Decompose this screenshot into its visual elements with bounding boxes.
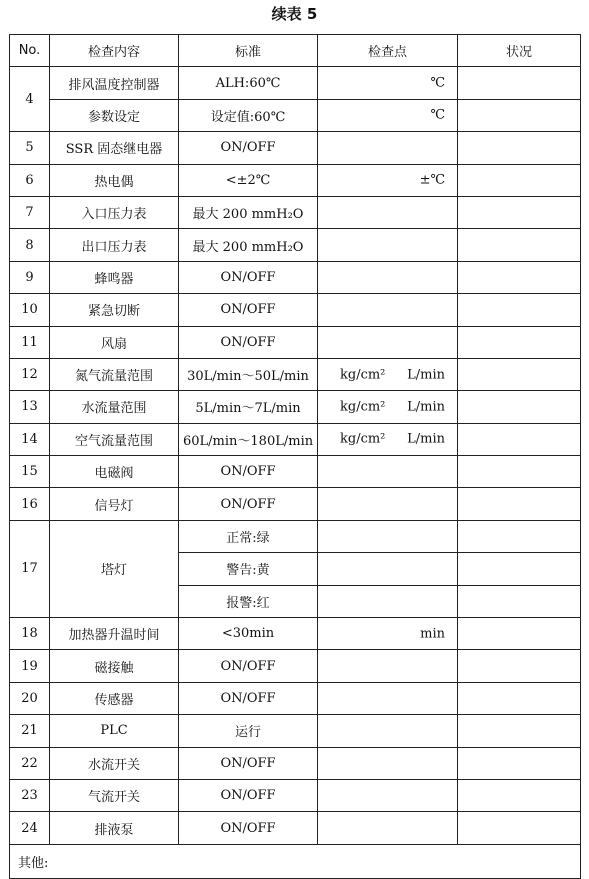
row-standard: ON/OFF [179,488,318,520]
table-row [10,326,581,358]
row-checkpoint[interactable] [318,294,458,326]
row-standard: ON/OFF [179,650,318,682]
row-status[interactable] [458,520,581,552]
row-item: 水流开关 [50,747,179,779]
table-row [10,164,581,196]
row-no: 17 [10,520,50,617]
table-row [10,229,581,261]
header-no: No. [10,35,50,67]
row-checkpoint[interactable] [318,553,458,585]
row-standard: 最大 200 mmH₂O [179,196,318,228]
row-no: 12 [10,358,50,390]
table-row [10,358,581,390]
row-standard: 设定值:60℃ [179,99,318,131]
row-standard: ON/OFF [179,326,318,358]
header-item: 检查内容 [50,35,179,67]
table-row [10,294,581,326]
row-item: 入口压力表 [50,196,179,228]
checkpoint-flow-unit: L/min [407,367,445,383]
row-item: 空气流量范围 [50,423,179,455]
row-checkpoint[interactable] [318,650,458,682]
table-row [10,67,581,99]
row-status[interactable] [458,650,581,682]
row-checkpoint[interactable] [318,520,458,552]
row-status[interactable] [458,423,581,455]
row-item: 加热器升温时间 [50,618,179,650]
row-no: 5 [10,132,50,164]
table-row [10,99,581,131]
checkpoint-pressure-unit: kg/cm² [340,399,386,415]
row-status[interactable] [458,812,581,844]
row-status[interactable] [458,553,581,585]
row-checkpoint[interactable] [318,229,458,261]
row-no: 23 [10,779,50,811]
checkpoint-unit: min [420,626,445,642]
checkpoint-pressure-unit: kg/cm² [340,367,386,383]
row-item: SSR 固态继电器 [50,132,179,164]
row-standard: 警告:黄 [179,553,318,585]
row-checkpoint[interactable] [318,488,458,520]
row-no: 9 [10,261,50,293]
row-status[interactable] [458,261,581,293]
row-checkpoint[interactable] [318,358,458,390]
row-item: 氮气流量范围 [50,358,179,390]
row-no: 21 [10,715,50,747]
row-checkpoint[interactable] [318,164,458,196]
row-item: 信号灯 [50,488,179,520]
other-notes-field[interactable] [10,844,581,878]
row-status[interactable] [458,294,581,326]
checkpoint-unit: ±℃ [419,172,445,188]
row-checkpoint[interactable] [318,423,458,455]
other-label: 其他: [18,855,49,871]
row-item: 塔灯 [50,520,179,617]
row-item: 传感器 [50,682,179,714]
table-row [10,196,581,228]
table-title: 续表 5 [271,5,318,23]
row-status[interactable] [458,67,581,99]
row-status[interactable] [458,132,581,164]
row-item: 排液泵 [50,812,179,844]
row-no: 14 [10,423,50,455]
row-no: 19 [10,650,50,682]
row-status[interactable] [458,164,581,196]
row-item: 磁接触 [50,650,179,682]
row-item: 蜂鸣器 [50,261,179,293]
table-row [10,488,581,520]
row-status[interactable] [458,488,581,520]
row-checkpoint[interactable] [318,391,458,423]
table-row [10,520,581,552]
row-standard: 报警:红 [179,585,318,617]
row-checkpoint[interactable] [318,196,458,228]
row-no: 18 [10,618,50,650]
row-standard: ON/OFF [179,294,318,326]
table-row [10,650,581,682]
row-status[interactable] [458,585,581,617]
row-no: 20 [10,682,50,714]
row-standard: ALH:60℃ [179,67,318,99]
row-checkpoint[interactable] [318,682,458,714]
row-status[interactable] [458,618,581,650]
row-item: 紧急切断 [50,294,179,326]
row-item: 热电偶 [50,164,179,196]
table-row [10,132,581,164]
row-checkpoint[interactable] [318,261,458,293]
row-no: 13 [10,391,50,423]
row-standard: 60L/min～180L/min [179,423,318,455]
table-row [10,812,581,844]
table-row [10,779,581,811]
row-status[interactable] [458,196,581,228]
row-standard: ON/OFF [179,812,318,844]
row-checkpoint[interactable] [318,67,458,99]
row-no: 22 [10,747,50,779]
row-no: 15 [10,456,50,488]
row-item: PLC [50,715,179,747]
row-standard: <±2℃ [179,164,318,196]
row-item: 排风温度控制器 [50,67,179,99]
row-status[interactable] [458,229,581,261]
table-row [10,456,581,488]
checkpoint-unit: ℃ [430,107,445,123]
row-status[interactable] [458,358,581,390]
row-standard: 30L/min～50L/min [179,358,318,390]
row-no: 8 [10,229,50,261]
row-no: 6 [10,164,50,196]
row-status[interactable] [458,99,581,131]
row-no: 10 [10,294,50,326]
header-checkpoint: 检查点 [318,35,458,67]
row-status[interactable] [458,391,581,423]
checkpoint-pressure-unit: kg/cm² [340,431,386,447]
row-status[interactable] [458,456,581,488]
table-row [10,391,581,423]
row-no: 16 [10,488,50,520]
row-standard: ON/OFF [179,779,318,811]
row-no: 7 [10,196,50,228]
row-checkpoint[interactable] [318,779,458,811]
table-row [10,682,581,714]
row-standard: 5L/min～7L/min [179,391,318,423]
row-no: 24 [10,812,50,844]
row-item: 出口压力表 [50,229,179,261]
table-row [10,715,581,747]
row-checkpoint[interactable] [318,99,458,131]
row-checkpoint[interactable] [318,132,458,164]
checkpoint-unit: ℃ [430,75,445,91]
row-standard: ON/OFF [179,682,318,714]
header-row [10,35,581,67]
row-checkpoint[interactable] [318,747,458,779]
header-standard: 标准 [179,35,318,67]
table-row [10,747,581,779]
header-status: 状况 [458,35,581,67]
row-item: 电磁阀 [50,456,179,488]
row-standard: 正常:绿 [179,520,318,552]
other-row [10,844,581,878]
row-checkpoint[interactable] [318,456,458,488]
row-status[interactable] [458,682,581,714]
row-item: 气流开关 [50,779,179,811]
table-row [10,261,581,293]
checkpoint-flow-unit: L/min [407,431,445,447]
inspection-table [9,34,581,879]
row-standard: ON/OFF [179,456,318,488]
row-status[interactable] [458,715,581,747]
checkpoint-flow-unit: L/min [407,399,445,415]
row-standard: <30min [179,618,318,650]
row-status[interactable] [458,747,581,779]
row-standard: 最大 200 mmH₂O [179,229,318,261]
row-standard: 运行 [179,715,318,747]
row-checkpoint[interactable] [318,618,458,650]
row-item: 水流量范围 [50,391,179,423]
row-no: 4 [10,67,50,132]
row-checkpoint[interactable] [318,715,458,747]
table-row [10,618,581,650]
table-row [10,423,581,455]
row-standard: ON/OFF [179,132,318,164]
row-no: 11 [10,326,50,358]
row-standard: ON/OFF [179,747,318,779]
row-status[interactable] [458,326,581,358]
row-standard: ON/OFF [179,261,318,293]
row-item: 风扇 [50,326,179,358]
row-item: 参数设定 [50,99,179,131]
row-checkpoint[interactable] [318,812,458,844]
row-checkpoint[interactable] [318,326,458,358]
row-checkpoint[interactable] [318,585,458,617]
row-status[interactable] [458,779,581,811]
